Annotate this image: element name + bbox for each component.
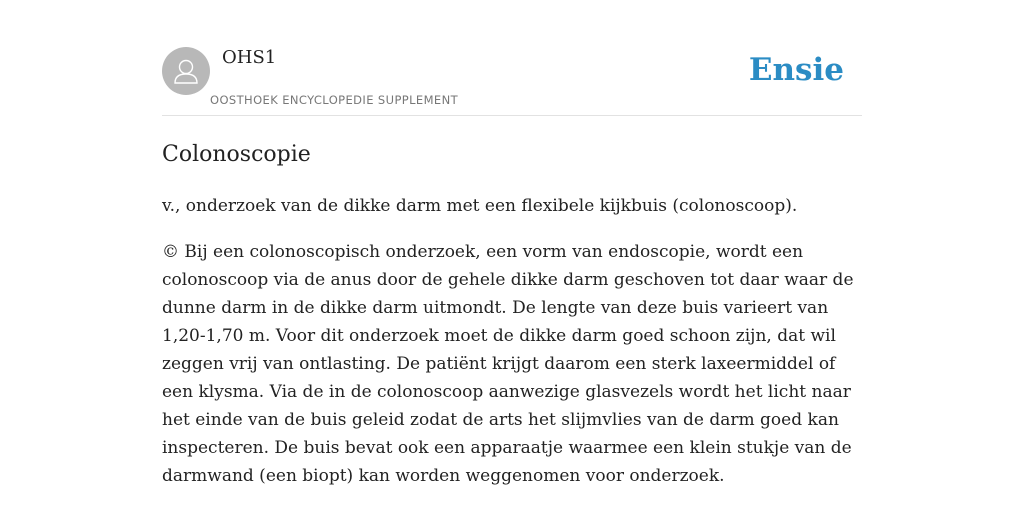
- article: [162, 140, 862, 490]
- brand-logo-link[interactable]: Ensie: [748, 52, 844, 88]
- site-header: [162, 44, 862, 116]
- source-name[interactable]: OOSTHOEK ENCYCLOPEDIE SUPPLEMENT: [210, 93, 459, 107]
- article-definition: v., onderzoek van de dikke darm met een flexibele kijkbuis (colonoscoop).: [162, 196, 798, 216]
- person-icon: [162, 47, 210, 95]
- user-avatar-icon[interactable]: [162, 47, 210, 95]
- article-title: Colonoscopie: [162, 142, 311, 167]
- user-code[interactable]: OHS1: [222, 47, 277, 68]
- article-body: © Bij een colonoscopisch onderzoek, een vorm van endoscopie, wordt een colonoscoop via de anus door de gehele dikke darm geschoven tot daar waar de dunne darm in de dikke darm uitmondt. De lengte van deze buis varieert van 1,20-1,70 m. Voor dit onderzoek moet de dikke darm goed schoon zijn, dat wil zeggen vrij van ontlasting. De patiënt krijgt daarom een sterk laxeermiddel of een klysma. Via de in de colonoscoop aanwezige glasvezels wordt het licht naar het einde van de buis geleid zodat de arts het slijmvlies van de darm goed kan inspecteren. De buis bevat ook een apparaatje waarmee een klein stukje van de darmwand (een biopt) kan worden weggenomen voor onderzoek.: [162, 242, 854, 486]
